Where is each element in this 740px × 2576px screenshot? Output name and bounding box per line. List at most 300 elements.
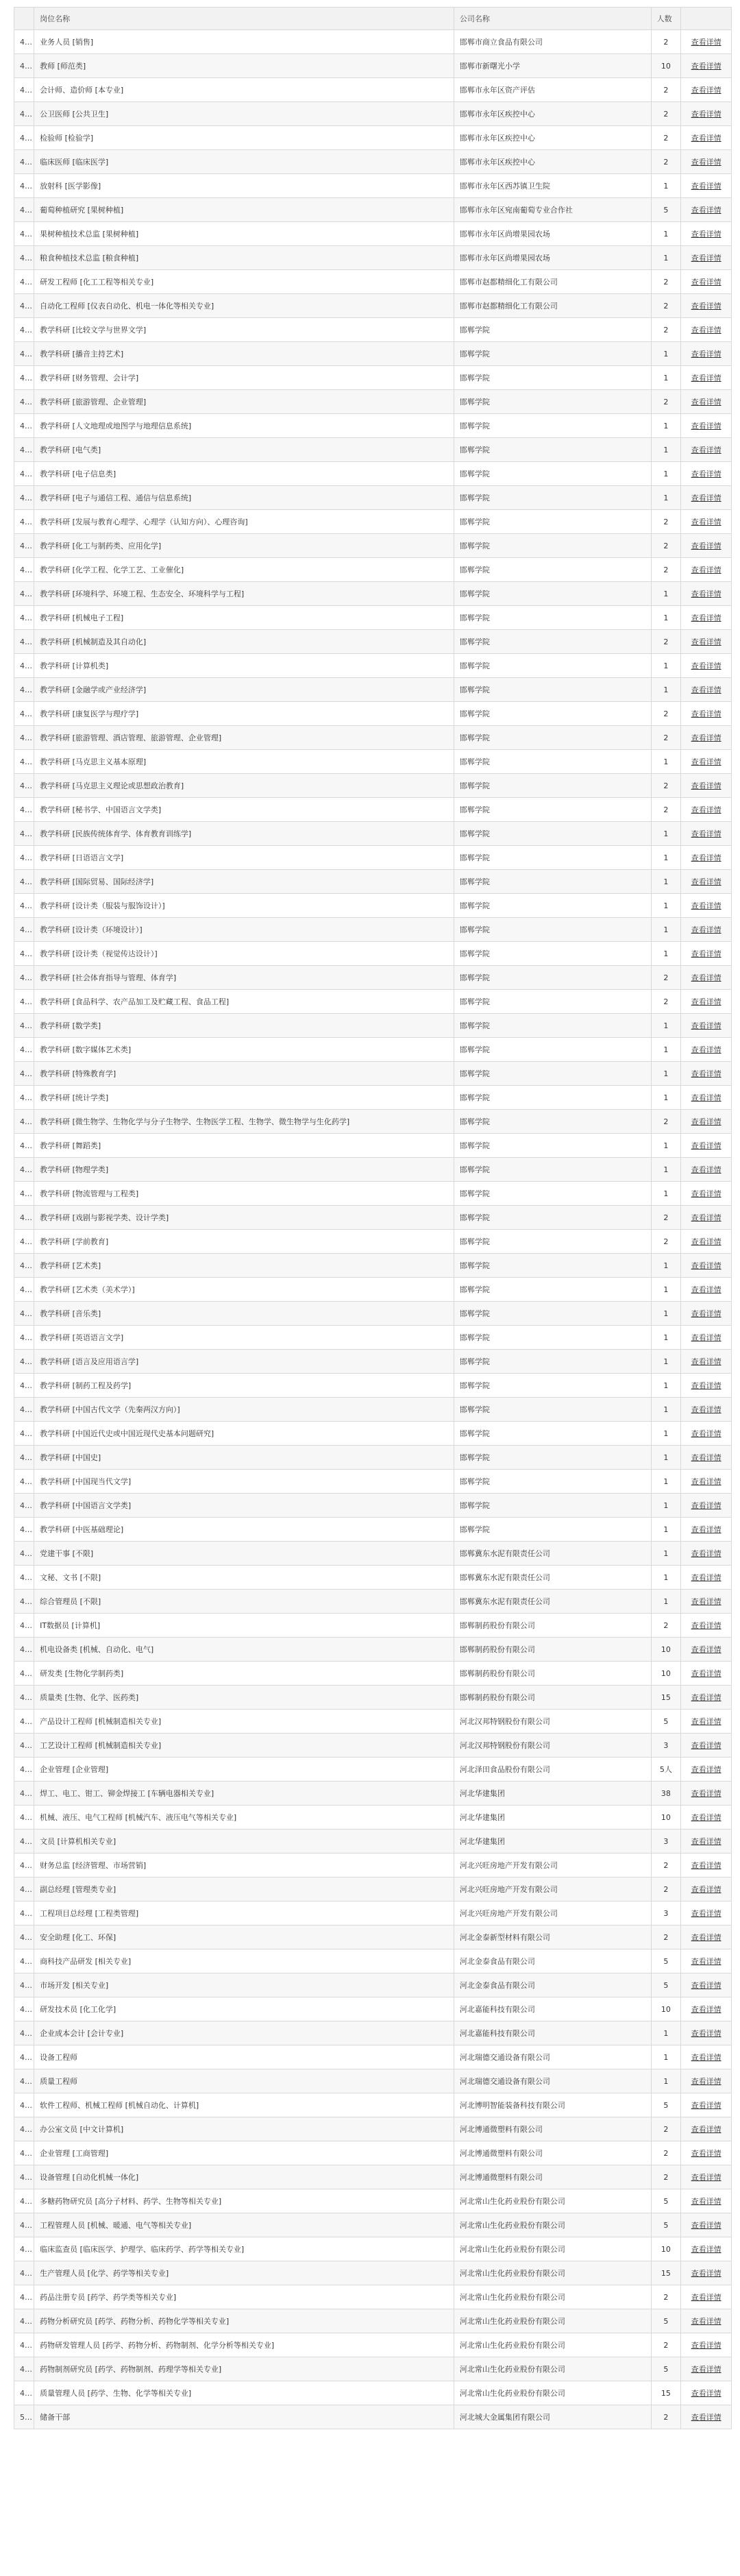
view-details-link[interactable]: 查看详情 bbox=[691, 2293, 722, 2302]
table-row bbox=[14, 1014, 732, 1038]
view-details-link[interactable]: 查看详情 bbox=[691, 2053, 722, 2062]
headcount: 1 bbox=[651, 1254, 681, 1278]
company-name: 河北常山生化药业股份有限公司 bbox=[454, 2285, 651, 2309]
position-name: 教学科研 [人文地理或地图学与地理信息系统] bbox=[34, 414, 454, 438]
row-index: 475 bbox=[14, 1806, 34, 1830]
view-details-link[interactable]: 查看详情 bbox=[691, 1069, 722, 1078]
view-details-link[interactable]: 查看详情 bbox=[691, 350, 722, 359]
view-details-link[interactable]: 查看详情 bbox=[691, 2317, 722, 2326]
view-details-link[interactable]: 查看详情 bbox=[691, 1573, 722, 1582]
view-details-link[interactable]: 查看详情 bbox=[691, 637, 722, 646]
header-index bbox=[14, 8, 34, 30]
view-details-link[interactable]: 查看详情 bbox=[691, 1837, 722, 1846]
headcount: 2 bbox=[651, 1230, 681, 1254]
view-details-link[interactable]: 查看详情 bbox=[691, 326, 722, 335]
company-name: 河北常山生化药业股份有限公司 bbox=[454, 2357, 651, 2381]
row-index: 450 bbox=[14, 1206, 34, 1230]
view-details-link[interactable]: 查看详情 bbox=[691, 398, 722, 406]
view-details-link[interactable]: 查看详情 bbox=[691, 1141, 722, 1150]
row-index: 437 bbox=[14, 894, 34, 918]
table-row bbox=[14, 1878, 732, 1901]
view-details-link[interactable]: 查看详情 bbox=[691, 542, 722, 550]
position-name: 商科技产品研发 [相关专业] bbox=[34, 1949, 454, 1973]
position-name: 机电设备类 [机械、自动化、电气] bbox=[34, 1638, 454, 1662]
view-details-link[interactable]: 查看详情 bbox=[691, 38, 722, 47]
table-row bbox=[14, 2261, 732, 2285]
position-name: 教学科研 [旅游管理、企业管理] bbox=[34, 390, 454, 414]
view-details-link[interactable]: 查看详情 bbox=[691, 709, 722, 718]
company-name: 邯郸学院 bbox=[454, 1326, 651, 1350]
action-cell bbox=[681, 1758, 732, 1782]
row-index: 429 bbox=[14, 702, 34, 726]
row-index: 487 bbox=[14, 2093, 34, 2117]
view-details-link[interactable]: 查看详情 bbox=[691, 1309, 722, 1318]
header-row bbox=[14, 8, 732, 30]
position-name: 教学科研 [比较文学与世界文学] bbox=[34, 318, 454, 342]
company-name: 邯郸学院 bbox=[454, 1110, 651, 1134]
position-name: 质量管理人员 [药学、生物、化学等相关专业] bbox=[34, 2381, 454, 2405]
view-details-link[interactable]: 查看详情 bbox=[691, 829, 722, 838]
company-name: 河北瑞德交通设备有限公司 bbox=[454, 2069, 651, 2093]
table-row bbox=[14, 1542, 732, 1566]
row-index: 495 bbox=[14, 2285, 34, 2309]
view-details-link[interactable]: 查看详情 bbox=[691, 374, 722, 382]
action-cell bbox=[681, 630, 732, 654]
table-row bbox=[14, 702, 732, 726]
view-details-link[interactable]: 查看详情 bbox=[691, 949, 722, 958]
headcount: 5 bbox=[651, 1710, 681, 1734]
row-index: 465 bbox=[14, 1566, 34, 1590]
row-index: 471 bbox=[14, 1710, 34, 1734]
view-details-link[interactable]: 查看详情 bbox=[691, 1357, 722, 1366]
action-cell bbox=[681, 774, 732, 798]
view-details-link[interactable]: 查看详情 bbox=[691, 278, 722, 287]
view-details-link[interactable]: 查看详情 bbox=[691, 2389, 722, 2398]
view-details-link[interactable]: 查看详情 bbox=[691, 62, 722, 71]
headcount: 2 bbox=[651, 2405, 681, 2429]
position-name: 研发工程师 [化工工程等相关专业] bbox=[34, 270, 454, 294]
row-index: 484 bbox=[14, 2021, 34, 2045]
view-details-link[interactable]: 查看详情 bbox=[691, 1429, 722, 1438]
headcount: 1 bbox=[651, 438, 681, 462]
action-cell bbox=[681, 1782, 732, 1806]
view-details-link[interactable]: 查看详情 bbox=[691, 877, 722, 886]
headcount: 1 bbox=[651, 2021, 681, 2045]
row-index: 426 bbox=[14, 630, 34, 654]
view-details-link[interactable]: 查看详情 bbox=[691, 1093, 722, 1102]
company-name: 河北常山生化药业股份有限公司 bbox=[454, 2309, 651, 2333]
position-name: 教学科研 [中国古代文学（先秦两汉方向）] bbox=[34, 1398, 454, 1422]
row-index: 445 bbox=[14, 1086, 34, 1110]
view-details-link[interactable]: 查看详情 bbox=[691, 661, 722, 670]
headcount: 2 bbox=[651, 270, 681, 294]
view-details-link[interactable]: 查看详情 bbox=[691, 1045, 722, 1054]
table-row bbox=[14, 1206, 732, 1230]
view-details-link[interactable]: 查看详情 bbox=[691, 781, 722, 790]
table-row bbox=[14, 1901, 732, 1925]
headcount: 2 bbox=[651, 966, 681, 990]
company-name: 河北博明智能装备科技有限公司 bbox=[454, 2093, 651, 2117]
view-details-link[interactable]: 查看详情 bbox=[691, 1165, 722, 1174]
table-row bbox=[14, 150, 732, 174]
view-details-link[interactable]: 查看详情 bbox=[691, 2005, 722, 2014]
action-cell bbox=[681, 1350, 732, 1374]
view-details-link[interactable]: 查看详情 bbox=[691, 1621, 722, 1630]
view-details-link[interactable]: 查看详情 bbox=[691, 590, 722, 598]
table-row bbox=[14, 1422, 732, 1446]
position-name: 教学科研 [设计类（视觉传达设计）] bbox=[34, 942, 454, 966]
view-details-link[interactable]: 查看详情 bbox=[691, 2413, 722, 2422]
row-index: 444 bbox=[14, 1062, 34, 1086]
position-name: 检验师 [检验学] bbox=[34, 126, 454, 150]
company-name: 邯郸学院 bbox=[454, 414, 651, 438]
view-details-link[interactable]: 查看详情 bbox=[691, 182, 722, 191]
position-name: 教学科研 [财务管理、会计学] bbox=[34, 366, 454, 390]
headcount: 2 bbox=[651, 630, 681, 654]
view-details-link[interactable]: 查看详情 bbox=[691, 685, 722, 694]
action-cell bbox=[681, 1422, 732, 1446]
view-details-link[interactable]: 查看详情 bbox=[691, 1261, 722, 1270]
table-row bbox=[14, 2165, 732, 2189]
company-name: 邯郸学院 bbox=[454, 894, 651, 918]
headcount: 1 bbox=[651, 222, 681, 246]
table-row bbox=[14, 54, 732, 78]
company-name: 邯郸市永年区资产评估 bbox=[454, 78, 651, 102]
row-index: 490 bbox=[14, 2165, 34, 2189]
row-index: 455 bbox=[14, 1326, 34, 1350]
row-index: 403 bbox=[14, 78, 34, 102]
headcount: 1 bbox=[651, 2069, 681, 2093]
headcount: 1 bbox=[651, 1302, 681, 1326]
action-cell bbox=[681, 726, 732, 750]
action-cell bbox=[681, 654, 732, 678]
view-details-link[interactable]: 查看详情 bbox=[691, 1549, 722, 1558]
position-name: 研发类 [生物化学制药类] bbox=[34, 1662, 454, 1686]
position-name: 葡萄种植研究 [果树种植] bbox=[34, 198, 454, 222]
view-details-link[interactable]: 查看详情 bbox=[691, 2173, 722, 2182]
action-cell bbox=[681, 1878, 732, 1901]
view-details-link[interactable]: 查看详情 bbox=[691, 1525, 722, 1534]
view-details-link[interactable]: 查看详情 bbox=[691, 518, 722, 526]
view-details-link[interactable]: 查看详情 bbox=[691, 494, 722, 502]
action-cell bbox=[681, 1734, 732, 1758]
row-index: 473 bbox=[14, 1758, 34, 1782]
position-name: 教学科研 [播音主持艺术] bbox=[34, 342, 454, 366]
action-cell bbox=[681, 918, 732, 942]
view-details-link[interactable]: 查看详情 bbox=[691, 733, 722, 742]
action-cell bbox=[681, 294, 732, 318]
position-name: 生产管理人员 [化学、药学等相关专业] bbox=[34, 2261, 454, 2285]
view-details-link[interactable]: 查看详情 bbox=[691, 925, 722, 934]
row-index: 405 bbox=[14, 126, 34, 150]
view-details-link[interactable]: 查看详情 bbox=[691, 1765, 722, 1774]
view-details-link[interactable]: 查看详情 bbox=[691, 1741, 722, 1750]
table-row bbox=[14, 1158, 732, 1182]
headcount: 2 bbox=[651, 1925, 681, 1949]
headcount: 2 bbox=[651, 510, 681, 534]
row-index: 466 bbox=[14, 1590, 34, 1614]
view-details-link[interactable]: 查看详情 bbox=[691, 422, 722, 430]
headcount: 1 bbox=[651, 1470, 681, 1494]
headcount: 1 bbox=[651, 342, 681, 366]
view-details-link[interactable]: 查看详情 bbox=[691, 1381, 722, 1390]
row-index: 413 bbox=[14, 318, 34, 342]
view-details-link[interactable]: 查看详情 bbox=[691, 973, 722, 982]
row-index: 469 bbox=[14, 1662, 34, 1686]
view-details-link[interactable]: 查看详情 bbox=[691, 1501, 722, 1510]
action-cell bbox=[681, 438, 732, 462]
view-details-link[interactable]: 查看详情 bbox=[691, 1117, 722, 1126]
position-name: 教学科研 [数学类] bbox=[34, 1014, 454, 1038]
company-name: 河北博通微塑料有限公司 bbox=[454, 2117, 651, 2141]
view-details-link[interactable]: 查看详情 bbox=[691, 613, 722, 622]
action-cell bbox=[681, 2213, 732, 2237]
row-index: 491 bbox=[14, 2189, 34, 2213]
row-index: 461 bbox=[14, 1470, 34, 1494]
view-details-link[interactable]: 查看详情 bbox=[691, 566, 722, 574]
row-index: 442 bbox=[14, 1014, 34, 1038]
row-index: 477 bbox=[14, 1854, 34, 1878]
position-name: 教学科研 [旅游管理、酒店管理、旅游管理、企业管理] bbox=[34, 726, 454, 750]
view-details-link[interactable]: 查看详情 bbox=[691, 1885, 722, 1894]
row-index: 482 bbox=[14, 1973, 34, 1997]
view-details-link[interactable]: 查看详情 bbox=[691, 757, 722, 766]
view-details-link[interactable]: 查看详情 bbox=[691, 2221, 722, 2230]
view-details-link[interactable]: 查看详情 bbox=[691, 1981, 722, 1990]
view-details-link[interactable]: 查看详情 bbox=[691, 1021, 722, 1030]
position-name: 企业成本会计 [会计专业] bbox=[34, 2021, 454, 2045]
company-name: 邯郸学院 bbox=[454, 438, 651, 462]
view-details-link[interactable]: 查看详情 bbox=[691, 2269, 722, 2278]
view-details-link[interactable]: 查看详情 bbox=[691, 1237, 722, 1246]
action-cell bbox=[681, 966, 732, 990]
view-details-link[interactable]: 查看详情 bbox=[691, 302, 722, 311]
table-row bbox=[14, 222, 732, 246]
table-row bbox=[14, 1662, 732, 1686]
headcount: 2 bbox=[651, 798, 681, 822]
table-row bbox=[14, 1782, 732, 1806]
table-row bbox=[14, 846, 732, 870]
headcount: 1 bbox=[651, 870, 681, 894]
row-index: 464 bbox=[14, 1542, 34, 1566]
action-cell bbox=[681, 1182, 732, 1206]
headcount: 1 bbox=[651, 1062, 681, 1086]
position-name: 教学科研 [发展与教育心理学、心理学（认知方向）、心理咨询] bbox=[34, 510, 454, 534]
action-cell bbox=[681, 582, 732, 606]
row-index: 497 bbox=[14, 2333, 34, 2357]
position-name: 教学科研 [数字媒体艺术类] bbox=[34, 1038, 454, 1062]
table-row bbox=[14, 1949, 732, 1973]
row-index: 460 bbox=[14, 1446, 34, 1470]
view-details-link[interactable]: 查看详情 bbox=[691, 853, 722, 862]
view-details-link[interactable]: 查看详情 bbox=[691, 2245, 722, 2254]
view-details-link[interactable]: 查看详情 bbox=[691, 1693, 722, 1702]
position-name: 财务总监 [经济管理、市场营销] bbox=[34, 1854, 454, 1878]
action-cell bbox=[681, 2261, 732, 2285]
action-cell bbox=[681, 822, 732, 846]
view-details-link[interactable]: 查看详情 bbox=[691, 158, 722, 167]
headcount: 5 bbox=[651, 2357, 681, 2381]
position-name: 临床医师 [临床医学] bbox=[34, 150, 454, 174]
table-row bbox=[14, 870, 732, 894]
action-cell bbox=[681, 366, 732, 390]
table-row bbox=[14, 2357, 732, 2381]
view-details-link[interactable]: 查看详情 bbox=[691, 1477, 722, 1486]
company-name: 河北瑞德交通设备有限公司 bbox=[454, 2045, 651, 2069]
headcount: 5 bbox=[651, 2093, 681, 2117]
view-details-link[interactable]: 查看详情 bbox=[691, 1669, 722, 1678]
position-name: 教学科研 [艺术类（美术学）] bbox=[34, 1278, 454, 1302]
view-details-link[interactable]: 查看详情 bbox=[691, 2365, 722, 2374]
company-name: 邯郸学院 bbox=[454, 966, 651, 990]
headcount: 2 bbox=[651, 2117, 681, 2141]
job-table bbox=[14, 7, 732, 2429]
action-cell bbox=[681, 1806, 732, 1830]
company-name: 邯郸学院 bbox=[454, 1038, 651, 1062]
view-details-link[interactable]: 查看详情 bbox=[691, 1189, 722, 1198]
position-name: 党建干事 [不限] bbox=[34, 1542, 454, 1566]
view-details-link[interactable]: 查看详情 bbox=[691, 446, 722, 454]
view-details-link[interactable]: 查看详情 bbox=[691, 1789, 722, 1798]
row-index: 449 bbox=[14, 1182, 34, 1206]
headcount: 1 bbox=[651, 486, 681, 510]
headcount: 1 bbox=[651, 654, 681, 678]
company-name: 河北常山生化药业股份有限公司 bbox=[454, 2213, 651, 2237]
table-row bbox=[14, 1494, 732, 1518]
action-cell bbox=[681, 1230, 732, 1254]
position-name: 设备管理 [自动化机械一体化] bbox=[34, 2165, 454, 2189]
row-index: 401 bbox=[14, 30, 34, 54]
action-cell bbox=[681, 222, 732, 246]
view-details-link[interactable]: 查看详情 bbox=[691, 470, 722, 478]
table-row bbox=[14, 1566, 732, 1590]
row-index: 463 bbox=[14, 1518, 34, 1542]
row-index: 492 bbox=[14, 2213, 34, 2237]
headcount: 5 bbox=[651, 1973, 681, 1997]
view-details-link[interactable]: 查看详情 bbox=[691, 1285, 722, 1294]
table-row bbox=[14, 2117, 732, 2141]
table-row bbox=[14, 1830, 732, 1854]
table-row bbox=[14, 2141, 732, 2165]
row-index: 402 bbox=[14, 54, 34, 78]
company-name: 邯郸冀东水泥有限责任公司 bbox=[454, 1590, 651, 1614]
company-name: 邯郸冀东水泥有限责任公司 bbox=[454, 1566, 651, 1590]
view-details-link[interactable]: 查看详情 bbox=[691, 2341, 722, 2350]
action-cell bbox=[681, 798, 732, 822]
table-row bbox=[14, 1038, 732, 1062]
view-details-link[interactable]: 查看详情 bbox=[691, 2197, 722, 2206]
view-details-link[interactable]: 查看详情 bbox=[691, 1597, 722, 1606]
row-index: 414 bbox=[14, 342, 34, 366]
view-details-link[interactable]: 查看详情 bbox=[691, 134, 722, 143]
headcount: 1 bbox=[651, 1350, 681, 1374]
view-details-link[interactable]: 查看详情 bbox=[691, 1933, 722, 1942]
company-name: 邯郸市赵都精细化工有限公司 bbox=[454, 294, 651, 318]
action-cell bbox=[681, 510, 732, 534]
view-details-link[interactable]: 查看详情 bbox=[691, 805, 722, 814]
view-details-link[interactable]: 查看详情 bbox=[691, 230, 722, 239]
table-row bbox=[14, 246, 732, 270]
position-name: 教学科研 [社会体育指导与管理、体育学] bbox=[34, 966, 454, 990]
view-details-link[interactable]: 查看详情 bbox=[691, 2029, 722, 2038]
position-name: 多糖药物研究员 [高分子材料、药学、生物等相关专业] bbox=[34, 2189, 454, 2213]
headcount: 2 bbox=[651, 102, 681, 126]
view-details-link[interactable]: 查看详情 bbox=[691, 110, 722, 119]
headcount: 1 bbox=[651, 2045, 681, 2069]
position-name: 质量类 [生物、化学、医药类] bbox=[34, 1686, 454, 1710]
view-details-link[interactable]: 查看详情 bbox=[691, 1861, 722, 1870]
view-details-link[interactable]: 查看详情 bbox=[691, 86, 722, 95]
view-details-link[interactable]: 查看详情 bbox=[691, 2101, 722, 2110]
headcount: 10 bbox=[651, 1997, 681, 2021]
position-name: 文秘、文书 [不限] bbox=[34, 1566, 454, 1590]
company-name: 邯郸学院 bbox=[454, 462, 651, 486]
row-index: 447 bbox=[14, 1134, 34, 1158]
view-details-link[interactable]: 查看详情 bbox=[691, 1717, 722, 1726]
view-details-link[interactable]: 查看详情 bbox=[691, 997, 722, 1006]
company-name: 河北金泰食品有限公司 bbox=[454, 1949, 651, 1973]
view-details-link[interactable]: 查看详情 bbox=[691, 1333, 722, 1342]
row-index: 441 bbox=[14, 990, 34, 1014]
company-name: 河北博通微塑料有限公司 bbox=[454, 2141, 651, 2165]
view-details-link[interactable]: 查看详情 bbox=[691, 1213, 722, 1222]
table-row bbox=[14, 486, 732, 510]
position-name: 教学科研 [统计学类] bbox=[34, 1086, 454, 1110]
headcount: 2 bbox=[651, 78, 681, 102]
company-name: 河北常山生化药业股份有限公司 bbox=[454, 2381, 651, 2405]
company-name: 邯郸学院 bbox=[454, 1230, 651, 1254]
table-row bbox=[14, 1710, 732, 1734]
view-details-link[interactable]: 查看详情 bbox=[691, 1645, 722, 1654]
view-details-link[interactable]: 查看详情 bbox=[691, 2077, 722, 2086]
row-index: 432 bbox=[14, 774, 34, 798]
row-index: 438 bbox=[14, 918, 34, 942]
view-details-link[interactable]: 查看详情 bbox=[691, 206, 722, 215]
view-details-link[interactable]: 查看详情 bbox=[691, 1405, 722, 1414]
view-details-link[interactable]: 查看详情 bbox=[691, 1813, 722, 1822]
table-row bbox=[14, 1614, 732, 1638]
row-index: 457 bbox=[14, 1374, 34, 1398]
header-count: 人数 bbox=[651, 8, 681, 30]
table-row bbox=[14, 2381, 732, 2405]
action-cell bbox=[681, 1949, 732, 1973]
view-details-link[interactable]: 查看详情 bbox=[691, 1909, 722, 1918]
view-details-link[interactable]: 查看详情 bbox=[691, 2149, 722, 2158]
action-cell bbox=[681, 2405, 732, 2429]
action-cell bbox=[681, 2045, 732, 2069]
action-cell bbox=[681, 2285, 732, 2309]
company-name: 邯郸学院 bbox=[454, 366, 651, 390]
table-row bbox=[14, 1398, 732, 1422]
company-name: 邯郸学院 bbox=[454, 870, 651, 894]
position-name: 业务人员 [销售] bbox=[34, 30, 454, 54]
view-details-link[interactable]: 查看详情 bbox=[691, 254, 722, 263]
view-details-link[interactable]: 查看详情 bbox=[691, 1957, 722, 1966]
action-cell bbox=[681, 1854, 732, 1878]
view-details-link[interactable]: 查看详情 bbox=[691, 1453, 722, 1462]
company-name: 河北金泰新型材料有限公司 bbox=[454, 1925, 651, 1949]
row-index: 427 bbox=[14, 654, 34, 678]
view-details-link[interactable]: 查看详情 bbox=[691, 901, 722, 910]
position-name: 教学科研 [英语语言文学] bbox=[34, 1326, 454, 1350]
headcount: 2 bbox=[651, 726, 681, 750]
table-row bbox=[14, 2333, 732, 2357]
company-name: 邯郸学院 bbox=[454, 1374, 651, 1398]
position-name: 教学科研 [电子与通信工程、通信与信息系统] bbox=[34, 486, 454, 510]
view-details-link[interactable]: 查看详情 bbox=[691, 2125, 722, 2134]
company-name: 河北城大金属集团有限公司 bbox=[454, 2405, 651, 2429]
position-name: 工程项目总经理 [工程类管理] bbox=[34, 1901, 454, 1925]
